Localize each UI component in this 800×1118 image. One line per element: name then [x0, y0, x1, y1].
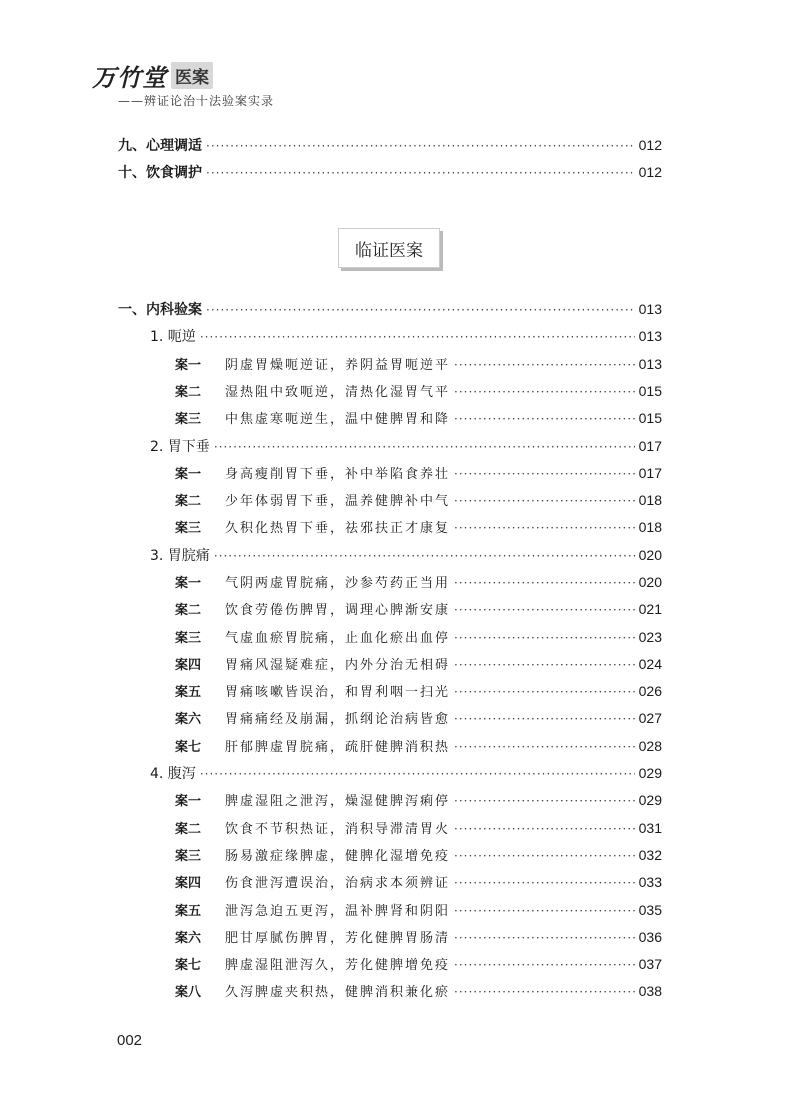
entry-title: 气虚血瘀胃脘痛，止血化瘀出血停	[225, 631, 451, 646]
toc-case[interactable]	[175, 818, 662, 840]
entry-page: 013	[638, 301, 662, 317]
leader-dots	[454, 576, 635, 590]
toc-entry[interactable]	[118, 162, 662, 184]
page-number: 002	[117, 1032, 143, 1049]
entry-title: 久泻脾虚夹积热，健脾消积兼化瘀	[225, 985, 451, 1000]
entry-title: 久积化热胃下垂，祛邪扶正才康复	[225, 521, 451, 536]
entry-title: 肥甘厚腻伤脾胃，芳化健脾胃肠清	[225, 931, 451, 946]
entry-page: 038	[638, 983, 662, 999]
entry-page: 018	[638, 492, 662, 508]
toc-case[interactable]	[175, 490, 662, 512]
entry-page: 013	[638, 356, 662, 372]
leader-dots	[454, 740, 635, 754]
entry-title: 阴虚胃燥呃逆证，养阴益胃呃逆平	[225, 358, 451, 373]
entry-title: 3. 胃脘痛	[150, 548, 210, 564]
toc-entry[interactable]	[118, 135, 662, 157]
leader-dots	[454, 385, 635, 399]
book-subtitle: ——辨证论治十法验案实录	[118, 94, 275, 108]
toc-case[interactable]	[175, 599, 662, 621]
entry-title: 肠易激症缘脾虚，健脾化湿增免疫	[225, 849, 451, 864]
entry-page: 020	[638, 574, 662, 590]
case-number: 案五	[175, 685, 202, 700]
entry-title: 脾虚湿阻之泄泻，燥湿健脾泻痢停	[225, 794, 451, 809]
entry-page: 029	[638, 792, 662, 808]
entry-title: 肝郁脾虚胃脘痛，疏肝健脾消积热	[225, 740, 451, 755]
toc-case[interactable]	[175, 900, 662, 922]
case-number: 案六	[175, 712, 202, 727]
case-number: 案五	[175, 904, 202, 919]
leader-dots	[454, 822, 635, 836]
entry-title: 饮食劳倦伤脾胃，调理心脾渐安康	[225, 603, 451, 618]
brand-tag: 医案	[171, 62, 213, 89]
case-number: 案一	[175, 794, 202, 809]
leader-dots	[214, 440, 635, 454]
leader-dots	[454, 985, 635, 999]
leader-dots	[214, 549, 635, 563]
entry-title: 伤食泄泻遭误治，治病求本须辨证	[225, 876, 451, 891]
leader-dots	[206, 303, 635, 317]
entry-title: 饮食不节积热证，消积导滞清胃火	[225, 822, 451, 837]
toc-case[interactable]	[175, 627, 662, 649]
toc-case[interactable]	[175, 845, 662, 867]
entry-title: 湿热阻中致呃逆，清热化湿胃气平	[225, 385, 451, 400]
entry-title: 4. 腹泻	[150, 766, 196, 782]
case-number: 案一	[175, 576, 202, 591]
entry-page: 024	[638, 656, 662, 672]
leader-dots	[454, 658, 635, 672]
case-number: 案一	[175, 358, 202, 373]
entry-page: 021	[638, 601, 662, 617]
entry-page: 037	[638, 956, 662, 972]
leader-dots	[454, 794, 635, 808]
leader-dots	[454, 958, 635, 972]
entry-page: 013	[638, 328, 662, 344]
leader-dots	[454, 358, 635, 372]
toc-case[interactable]	[175, 736, 662, 758]
entry-title: 1. 呃逆	[150, 329, 196, 345]
entry-page: 017	[638, 465, 662, 481]
toc-case[interactable]	[175, 681, 662, 703]
leader-dots	[454, 467, 635, 481]
entry-page: 035	[638, 902, 662, 918]
entry-title: 2. 胃下垂	[150, 439, 210, 455]
entry-page: 023	[638, 629, 662, 645]
entry-title: 一、内科验案	[118, 302, 202, 318]
entry-title: 气阴两虚胃脘痛，沙参芍药正当用	[225, 576, 451, 591]
leader-dots	[200, 767, 635, 781]
entry-title: 少年体弱胃下垂，温养健脾补中气	[225, 494, 451, 509]
entry-page: 029	[638, 765, 662, 781]
leader-dots	[206, 166, 635, 180]
case-number: 案二	[175, 603, 202, 618]
entry-title: 身高瘦削胃下垂，补中举陷食养壮	[225, 467, 451, 482]
entry-page: 031	[638, 820, 662, 836]
entry-page: 015	[638, 383, 662, 399]
section-title: 临证医案	[355, 240, 423, 261]
toc-group[interactable]	[150, 545, 662, 567]
case-number: 案三	[175, 412, 202, 427]
case-number: 案一	[175, 467, 202, 482]
leader-dots	[454, 412, 635, 426]
entry-title: 泄泻急迫五更泻，温补脾肾和阴阳	[225, 904, 451, 919]
entry-page: 020	[638, 547, 662, 563]
toc-case[interactable]	[175, 954, 662, 976]
leader-dots	[454, 876, 635, 890]
book-brand-logo	[92, 58, 213, 93]
toc-case[interactable]	[175, 981, 662, 1003]
leader-dots	[454, 603, 635, 617]
toc-case[interactable]	[175, 517, 662, 539]
entry-title: 中焦虚寒呃逆生，温中健脾胃和降	[225, 412, 451, 427]
leader-dots	[454, 849, 635, 863]
case-number: 案二	[175, 494, 202, 509]
toc-case[interactable]	[175, 872, 662, 894]
brand-name: 万竹堂	[92, 63, 167, 92]
toc-case[interactable]	[175, 708, 662, 730]
entry-title: 胃痛咳嗽皆误治，和胃利咽一扫光	[225, 685, 451, 700]
leader-dots	[454, 685, 635, 699]
leader-dots	[454, 931, 635, 945]
case-number: 案二	[175, 822, 202, 837]
toc-case[interactable]	[175, 572, 662, 594]
case-number: 案二	[175, 385, 202, 400]
leader-dots	[454, 631, 635, 645]
case-number: 案三	[175, 521, 202, 536]
toc-case[interactable]	[175, 790, 662, 812]
entry-page: 012	[638, 137, 662, 153]
case-number: 案四	[175, 876, 202, 891]
leader-dots	[206, 139, 635, 153]
entry-title: 脾虚湿阻泄泻久，芳化健脾增免疫	[225, 958, 451, 973]
leader-dots	[454, 494, 635, 508]
toc-case[interactable]	[175, 354, 662, 376]
case-number: 案七	[175, 958, 202, 973]
entry-page: 015	[638, 410, 662, 426]
entry-page: 036	[638, 929, 662, 945]
case-number: 案八	[175, 985, 202, 1000]
case-number: 案三	[175, 631, 202, 646]
toc-group[interactable]	[150, 763, 662, 785]
toc-case[interactable]	[175, 654, 662, 676]
case-number: 案三	[175, 849, 202, 864]
entry-title: 胃痛痛经及崩漏，抓纲论治病皆愈	[225, 712, 451, 727]
toc-group[interactable]	[150, 326, 662, 348]
entry-page: 027	[638, 710, 662, 726]
entry-title: 胃痛风湿疑难症，内外分治无相碍	[225, 658, 451, 673]
entry-title: 九、心理调适	[118, 138, 202, 154]
toc-case[interactable]	[175, 927, 662, 949]
case-number: 案七	[175, 740, 202, 755]
entry-page: 018	[638, 519, 662, 535]
entry-page: 012	[638, 164, 662, 180]
toc-case[interactable]	[175, 408, 662, 430]
case-number: 案四	[175, 658, 202, 673]
leader-dots	[200, 330, 635, 344]
entry-title: 十、饮食调护	[118, 165, 202, 181]
entry-page: 033	[638, 874, 662, 890]
toc-case[interactable]	[175, 463, 662, 485]
entry-page: 017	[638, 438, 662, 454]
case-number: 案六	[175, 931, 202, 946]
toc-group[interactable]	[150, 436, 662, 458]
leader-dots	[454, 712, 635, 726]
entry-page: 026	[638, 683, 662, 699]
entry-page: 032	[638, 847, 662, 863]
section-heading	[338, 228, 440, 268]
toc-chapter[interactable]	[118, 299, 662, 321]
entry-page: 028	[638, 738, 662, 754]
leader-dots	[454, 521, 635, 535]
toc-case[interactable]	[175, 381, 662, 403]
leader-dots	[454, 904, 635, 918]
